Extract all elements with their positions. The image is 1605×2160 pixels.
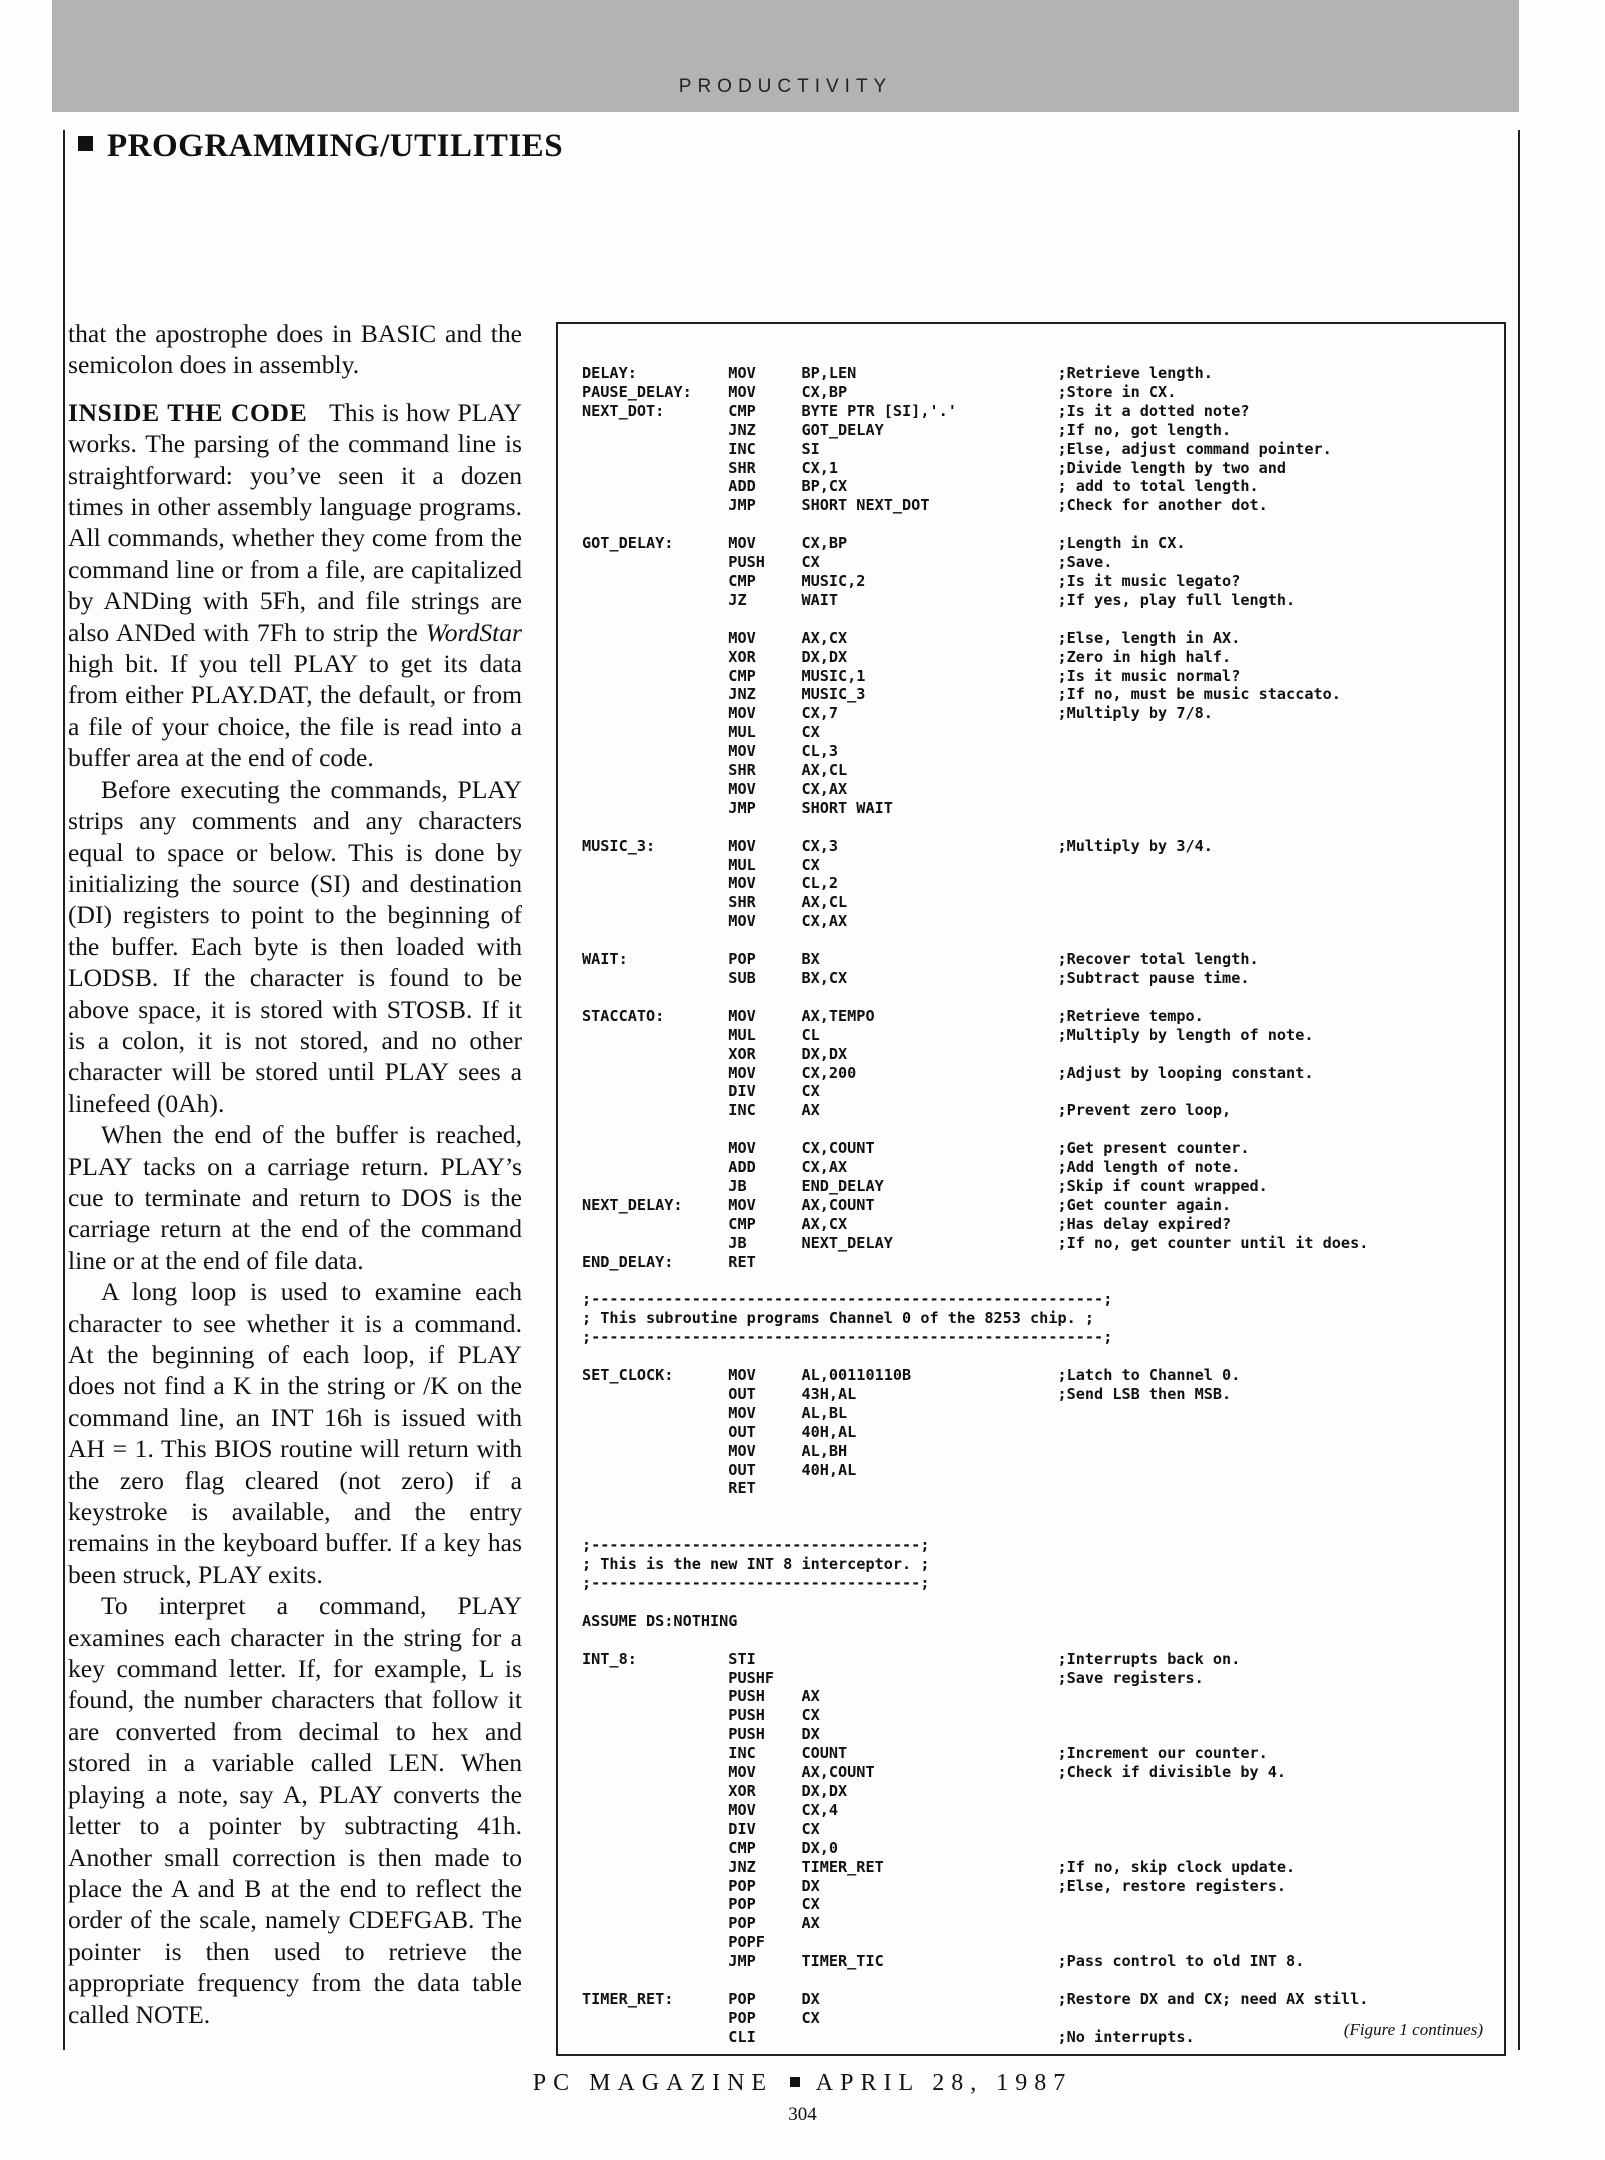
article-paragraph: A long loop is used to examine each character to see whether it is a command. At the beginning of each loop, if PLAY does not find a K in the string or /K on the command line, an INT 16h is issued with AH = 1. This BIOS routine will return with the zero flag cleared (not zero) if a keystroke is available, and the entry remains in the keyboard buffer. If a key has been struck, PLAY exits. [68, 1277, 522, 1589]
page-number: 304 [788, 2104, 817, 2125]
section-title-text: PROGRAMMING/UTILITIES [107, 128, 564, 164]
article-paragraph: Before executing the commands, PLAY strips any comments and any characters equal to space or below. This is done by initializing the source (SI) and destination (DI) registers to point to the beginning of the buffer. Each byte is then loaded with LODSB. If the character is found to be above space, it is stored with STOSB. If it is a colon, it is not stored, and no other character will be stored until PLAY sees a linefeed (0Ah). [68, 774, 522, 1118]
header-banner [52, 0, 1519, 112]
issue-date: APRIL 28, 1987 [815, 2070, 1073, 2096]
section-title [78, 128, 563, 165]
article-paragraph: When the end of the buffer is reached, PLAY tacks on a carriage return. PLAY’s cue to terminate and return to DOS is the carriage return at the end of the command line or at the end of file data. [68, 1120, 522, 1275]
article-paragraph: that the apostrophe does in BASIC and the semicolon does in assembly. [68, 319, 522, 380]
left-rule [63, 130, 65, 2050]
page-footer [0, 2070, 1605, 2097]
article-paragraph: To interpret a command, PLAY examines each character in the string for a key command letter. If, for example, L is found, the number characters that follow it are converted from decimal to hex and stored in a variable called LEN. When playing a note, say A, PLAY converts the letter to a pointer by subtracting 41h. Another small correction is then made to place the A and B at the end to reflect the order of the scale, namely CDEFGAB. The pointer is then used to retrieve the appropriate frequency from the data table called NOTE. [68, 1591, 522, 2029]
article-paragraph: INSIDE THE CODE This is how PLAY works. The parsing of the command line is straightforward: you’ve seen it a dozen times in other assembly language programs. All commands, whether they come from the command line or from a file, are capitalized by ANDing with 5Fh, and file strings are also ANDed with 7Fh to strip the WordStar high bit. If you tell PLAY to get its data from either PLAY.DAT, the default, or from a file of your choice, the file is read into a buffer area at the end of code. [68, 397, 522, 773]
emphasis: WordStar [425, 617, 522, 647]
right-rule [1518, 130, 1520, 2050]
section-banner-label: PRODUCTIVITY [678, 76, 893, 97]
figure-caption: (Figure 1 continues) [1343, 2020, 1483, 2039]
subheading: INSIDE THE CODE [68, 397, 308, 427]
footer-bullet-icon [790, 2077, 800, 2087]
code-listing: DELAY: MOV BP,LEN ;Retrieve length. PAUSE_DELAY: MOV CX,BP ;Store in CX. NEXT_DOT: CMP BYTE PTR [SI],'.' ;Is it a dotted note? JNZ GOT_DELAY ;If no, got length. INC SI ;Else, adjust command pointer. SHR CX,1 ;Divide length by two and ADD BP,CX ; add to total length. JMP SHORT NEXT_DOT ;Check for another dot. GOT_DELAY: MOV CX,BP ;Length in CX. PUSH CX ;Save. CMP MUSIC,2 ;Is it music legato? JZ WAIT ;If yes, play full length. MOV AX,CX ;Else, length in AX. XOR DX,DX ;Zero in high half. CMP MUSIC,1 ;Is it music normal? JNZ MUSIC_3 ;If no, must be music staccato. MOV CX,7 ;Multiply by 7/8. MUL CX MOV CL,3 SHR AX,CL MOV CX,AX JMP SHORT WAIT MUSIC_3: MOV CX,3 ;Multiply by 3/4. MUL CX MOV CL,2 SHR AX,CL MOV CX,AX WAIT: POP BX ;Recover total length. SUB BX,CX ;Subtract pause time. STACCATO: MOV AX,TEMPO ;Retrieve tempo. MUL CL ;Multiply by length of note. XOR DX,DX MOV CX,200 ;Adjust by looping constant. DIV CX INC AX ;Prevent zero loop, MOV CX,COUNT ;Get present counter. ADD CX,AX ;Add length of note. JB END_DELAY ;Skip if count wrapped. NEXT_DELAY: MOV AX,COUNT ;Get counter again. CMP AX,CX ;Has delay expired? JB NEXT_DELAY ;If no, get counter until it does. END_DELAY: RET ;--------------------------------------------------------; ; This subroutine programs Channel 0 of the 8253 chip. ; ;--------------------------------------------------------; SET_CLOCK: MOV AL,00110110B ;Latch to Channel 0. OUT 43H,AL ;Send LSB then MSB. MOV AL,BL OUT 40H,AL MOV AL,BH OUT 40H,AL RET ;------------------------------------; ; This is the new INT 8 interceptor. ; ;------------------------------------; ASSUME DS:NOTHING INT_8: STI ;Interrupts back on. PUSHF ;Save registers. PUSH AX PUSH CX PUSH DX INC COUNT ;Increment our counter. MOV AX,COUNT ;Check if divisible by 4. XOR DX,DX MOV CX,4 DIV CX CMP DX,0 JNZ TIMER_RET ;If no, skip clock update. POP DX ;Else, restore registers. POP CX POP AX POPF JMP TIMER_TIC ;Pass control to old INT 8. TIMER_RET: POP DX ;Restore DX and CX; need AX still. POP CX CLI ;No interrupts. [582, 364, 1369, 2046]
bullet-square-icon [78, 136, 93, 151]
article-column [68, 318, 522, 2030]
magazine-name: PC MAGAZINE [532, 2070, 774, 2096]
